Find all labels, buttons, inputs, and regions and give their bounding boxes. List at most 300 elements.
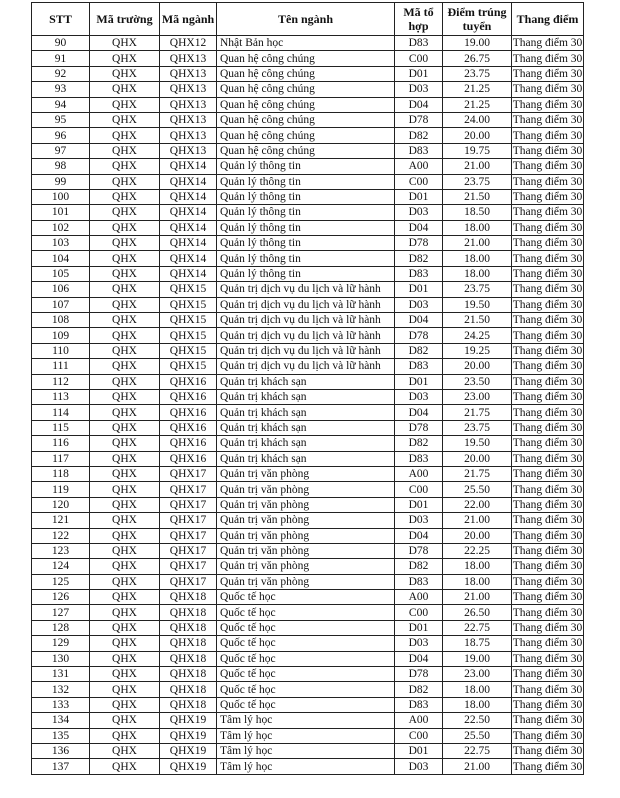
cell-thang-diem: Thang điểm 30 xyxy=(512,637,583,650)
cell-ma-nganh: QHX19 xyxy=(160,713,217,728)
cell-stt: 94 xyxy=(32,97,90,112)
cell-ma-to-hop: D01 xyxy=(395,189,443,204)
cell-thang-diem: Thang điểm 30 xyxy=(512,452,583,465)
cell-ma-nganh: QHX13 xyxy=(160,143,217,158)
cell-diem-trung-tuyen: 18.75 xyxy=(443,636,512,651)
cell-diem-trung-tuyen: 23.00 xyxy=(443,667,512,682)
cell-ma-to-hop: D82 xyxy=(395,251,443,266)
cell-diem-trung-tuyen: 18.00 xyxy=(443,682,512,697)
cell-diem-trung-tuyen: 19.25 xyxy=(443,343,512,358)
table-row xyxy=(32,620,584,635)
cell-ten-nganh: Quan hệ công chúng xyxy=(217,97,395,112)
cell-ten-nganh: Quản lý thông tin xyxy=(217,159,395,174)
cell-thang-diem: Thang điểm 30 xyxy=(512,468,583,481)
cell-ma-to-hop: D78 xyxy=(395,543,443,558)
cell-ma-nganh: QHX15 xyxy=(160,328,217,343)
cell-ma-to-hop: D03 xyxy=(395,759,443,774)
header-ma-nganh: Mã ngành xyxy=(160,3,217,36)
cell-thang-diem: Thang điểm 30 xyxy=(512,575,583,588)
cell-diem-trung-tuyen: 18.00 xyxy=(443,220,512,235)
cell-ma-truong: QHX xyxy=(90,174,160,189)
cell-ten-nganh: Quản trị khách sạn xyxy=(217,436,395,451)
table-row xyxy=(32,128,584,143)
cell-thang-diem: Thang điểm 30 xyxy=(512,683,583,696)
cell-thang-diem: Thang điểm 30 xyxy=(512,529,583,542)
cell-ten-nganh: Quản trị văn phòng xyxy=(217,559,395,574)
cell-ma-to-hop: D78 xyxy=(395,667,443,682)
cell-ma-nganh: QHX16 xyxy=(160,436,217,451)
cell-ma-nganh: QHX14 xyxy=(160,220,217,235)
cell-diem-trung-tuyen: 23.75 xyxy=(443,66,512,81)
header-stt: STT xyxy=(32,3,90,36)
header-row xyxy=(32,3,584,36)
cell-diem-trung-tuyen: 21.75 xyxy=(443,466,512,481)
cell-thang-diem: Thang điểm 30 xyxy=(512,760,583,773)
cell-stt: 118 xyxy=(32,466,90,481)
cell-thang-diem: Thang điểm 30 xyxy=(512,114,583,127)
cell-ma-truong: QHX xyxy=(90,497,160,512)
cell-ten-nganh: Quản trị khách sạn xyxy=(217,420,395,435)
cell-ma-to-hop: D04 xyxy=(395,405,443,420)
cell-diem-trung-tuyen: 23.75 xyxy=(443,174,512,189)
cell-ma-nganh: QHX18 xyxy=(160,590,217,605)
cell-thang-diem: Thang điểm 30 xyxy=(512,437,583,450)
cell-thang-diem: Thang điểm 30 xyxy=(512,360,583,373)
cell-stt: 135 xyxy=(32,728,90,743)
cell-ma-nganh: QHX12 xyxy=(160,36,217,51)
cell-stt: 111 xyxy=(32,359,90,374)
cell-ma-to-hop: D01 xyxy=(395,374,443,389)
cell-stt: 96 xyxy=(32,128,90,143)
cell-thang-diem: Thang điểm 30 xyxy=(512,514,583,527)
cell-ma-nganh: QHX14 xyxy=(160,174,217,189)
cell-ma-nganh: QHX18 xyxy=(160,651,217,666)
cell-ma-to-hop: D01 xyxy=(395,497,443,512)
cell-stt: 126 xyxy=(32,590,90,605)
cell-stt: 93 xyxy=(32,82,90,97)
cell-thang-diem: Thang điểm 30 xyxy=(512,560,583,573)
cell-ma-to-hop: A00 xyxy=(395,713,443,728)
cell-stt: 133 xyxy=(32,697,90,712)
cell-thang-diem: Thang điểm 30 xyxy=(512,144,583,157)
cell-ma-to-hop: D83 xyxy=(395,697,443,712)
cell-ma-truong: QHX xyxy=(90,667,160,682)
cell-stt: 101 xyxy=(32,205,90,220)
header-ten-nganh: Tên ngành xyxy=(217,3,395,36)
cell-diem-trung-tuyen: 23.00 xyxy=(443,389,512,404)
cell-ten-nganh: Quản trị dịch vụ du lịch và lữ hành xyxy=(217,328,395,343)
cell-ma-to-hop: D03 xyxy=(395,82,443,97)
cell-ten-nganh: Quản trị dịch vụ du lịch và lữ hành xyxy=(217,313,395,328)
table-row xyxy=(32,420,584,435)
cell-thang-diem: Thang điểm 30 xyxy=(512,421,583,434)
cell-ma-truong: QHX xyxy=(90,528,160,543)
cell-thang-diem: Thang điểm 30 xyxy=(512,206,583,219)
header-ma-truong: Mã trường xyxy=(90,3,160,36)
table-row xyxy=(32,159,584,174)
cell-diem-trung-tuyen: 22.75 xyxy=(443,743,512,758)
cell-thang-diem: Thang điểm 30 xyxy=(512,375,583,388)
cell-thang-diem: Thang điểm 30 xyxy=(512,237,583,250)
cell-stt: 112 xyxy=(32,374,90,389)
cell-ten-nganh: Quản lý thông tin xyxy=(217,174,395,189)
cell-ma-to-hop: A00 xyxy=(395,590,443,605)
cell-thang-diem: Thang điểm 30 xyxy=(512,298,583,311)
cell-ma-truong: QHX xyxy=(90,97,160,112)
cell-thang-diem: Thang điểm 30 xyxy=(512,622,583,635)
cell-diem-trung-tuyen: 25.50 xyxy=(443,482,512,497)
cell-ma-truong: QHX xyxy=(90,543,160,558)
header-ma-to-hop: Mã tổ hợp xyxy=(395,3,443,36)
cell-ten-nganh: Quản lý thông tin xyxy=(217,251,395,266)
cell-thang-diem: Thang điểm 30 xyxy=(512,391,583,404)
cell-diem-trung-tuyen: 21.25 xyxy=(443,97,512,112)
cell-ma-nganh: QHX13 xyxy=(160,128,217,143)
cell-diem-trung-tuyen: 21.25 xyxy=(443,82,512,97)
cell-ma-nganh: QHX15 xyxy=(160,359,217,374)
cell-ma-to-hop: D01 xyxy=(395,282,443,297)
cell-ma-nganh: QHX14 xyxy=(160,251,217,266)
cell-ten-nganh: Quản trị văn phòng xyxy=(217,528,395,543)
cell-ten-nganh: Quản trị dịch vụ du lịch và lữ hành xyxy=(217,359,395,374)
cell-ma-to-hop: D83 xyxy=(395,266,443,281)
cell-ma-nganh: QHX15 xyxy=(160,297,217,312)
cell-ma-to-hop: D03 xyxy=(395,513,443,528)
cell-ma-to-hop: D04 xyxy=(395,220,443,235)
cell-stt: 109 xyxy=(32,328,90,343)
cell-ten-nganh: Tâm lý học xyxy=(217,759,395,774)
cell-diem-trung-tuyen: 26.50 xyxy=(443,605,512,620)
cell-ma-nganh: QHX17 xyxy=(160,528,217,543)
table-row xyxy=(32,389,584,404)
cell-ma-nganh: QHX14 xyxy=(160,266,217,281)
cell-ten-nganh: Tâm lý học xyxy=(217,713,395,728)
cell-ten-nganh: Quan hệ công chúng xyxy=(217,51,395,66)
cell-thang-diem: Thang điểm 30 xyxy=(512,545,583,558)
admission-score-table xyxy=(31,2,584,775)
cell-ma-truong: QHX xyxy=(90,482,160,497)
cell-ma-to-hop: C00 xyxy=(395,51,443,66)
cell-ma-to-hop: C00 xyxy=(395,174,443,189)
cell-ten-nganh: Quốc tế học xyxy=(217,697,395,712)
cell-thang-diem: Thang điểm 30 xyxy=(512,160,583,173)
cell-ma-to-hop: C00 xyxy=(395,605,443,620)
cell-ma-truong: QHX xyxy=(90,343,160,358)
table-row xyxy=(32,482,584,497)
cell-ma-nganh: QHX13 xyxy=(160,82,217,97)
table-row xyxy=(32,266,584,281)
cell-stt: 108 xyxy=(32,313,90,328)
cell-ma-truong: QHX xyxy=(90,682,160,697)
cell-ten-nganh: Quốc tế học xyxy=(217,651,395,666)
cell-ma-truong: QHX xyxy=(90,636,160,651)
cell-ma-to-hop: D78 xyxy=(395,112,443,127)
cell-ten-nganh: Quản trị văn phòng xyxy=(217,482,395,497)
cell-diem-trung-tuyen: 20.00 xyxy=(443,451,512,466)
table-row xyxy=(32,97,584,112)
cell-thang-diem: Thang điểm 30 xyxy=(512,314,583,327)
cell-ma-nganh: QHX17 xyxy=(160,482,217,497)
table-row xyxy=(32,236,584,251)
table-row xyxy=(32,697,584,712)
cell-thang-diem: Thang điểm 30 xyxy=(512,67,583,80)
cell-ma-to-hop: D03 xyxy=(395,297,443,312)
cell-stt: 107 xyxy=(32,297,90,312)
cell-ma-nganh: QHX14 xyxy=(160,189,217,204)
cell-thang-diem: Thang điểm 30 xyxy=(512,498,583,511)
cell-ma-truong: QHX xyxy=(90,143,160,158)
cell-ma-to-hop: D83 xyxy=(395,143,443,158)
cell-diem-trung-tuyen: 23.75 xyxy=(443,420,512,435)
table-row xyxy=(32,743,584,758)
cell-ma-nganh: QHX15 xyxy=(160,313,217,328)
cell-ma-nganh: QHX15 xyxy=(160,282,217,297)
cell-thang-diem: Thang điểm 30 xyxy=(512,745,583,758)
cell-diem-trung-tuyen: 25.50 xyxy=(443,728,512,743)
table-row xyxy=(32,451,584,466)
cell-ma-nganh: QHX16 xyxy=(160,420,217,435)
cell-ma-to-hop: C00 xyxy=(395,482,443,497)
cell-ma-truong: QHX xyxy=(90,82,160,97)
cell-ma-nganh: QHX18 xyxy=(160,697,217,712)
cell-diem-trung-tuyen: 19.75 xyxy=(443,143,512,158)
cell-ma-truong: QHX xyxy=(90,451,160,466)
cell-ma-nganh: QHX18 xyxy=(160,682,217,697)
cell-ma-to-hop: D01 xyxy=(395,743,443,758)
cell-ten-nganh: Tâm lý học xyxy=(217,728,395,743)
cell-stt: 91 xyxy=(32,51,90,66)
cell-stt: 103 xyxy=(32,236,90,251)
cell-thang-diem: Thang điểm 30 xyxy=(512,37,583,50)
cell-diem-trung-tuyen: 21.75 xyxy=(443,405,512,420)
cell-ma-truong: QHX xyxy=(90,159,160,174)
cell-ma-to-hop: D04 xyxy=(395,97,443,112)
cell-ma-to-hop: D82 xyxy=(395,559,443,574)
cell-ma-truong: QHX xyxy=(90,66,160,81)
cell-ma-to-hop: D03 xyxy=(395,205,443,220)
cell-thang-diem: Thang điểm 30 xyxy=(512,329,583,342)
cell-ma-to-hop: D03 xyxy=(395,389,443,404)
cell-ma-truong: QHX xyxy=(90,436,160,451)
cell-diem-trung-tuyen: 24.25 xyxy=(443,328,512,343)
table-row xyxy=(32,282,584,297)
cell-ma-nganh: QHX14 xyxy=(160,205,217,220)
cell-ten-nganh: Quốc tế học xyxy=(217,682,395,697)
cell-ma-nganh: QHX13 xyxy=(160,51,217,66)
table-row xyxy=(32,359,584,374)
cell-stt: 127 xyxy=(32,605,90,620)
cell-stt: 120 xyxy=(32,497,90,512)
cell-thang-diem: Thang điểm 30 xyxy=(512,714,583,727)
cell-ma-nganh: QHX19 xyxy=(160,759,217,774)
cell-diem-trung-tuyen: 18.00 xyxy=(443,697,512,712)
cell-stt: 99 xyxy=(32,174,90,189)
cell-ma-truong: QHX xyxy=(90,189,160,204)
cell-ma-truong: QHX xyxy=(90,466,160,481)
cell-ma-nganh: QHX19 xyxy=(160,728,217,743)
admission-score-table-page xyxy=(31,2,583,775)
table-row xyxy=(32,251,584,266)
cell-diem-trung-tuyen: 19.50 xyxy=(443,436,512,451)
cell-ma-nganh: QHX14 xyxy=(160,236,217,251)
table-row xyxy=(32,590,584,605)
cell-ma-nganh: QHX18 xyxy=(160,605,217,620)
table-row xyxy=(32,205,584,220)
cell-diem-trung-tuyen: 21.00 xyxy=(443,159,512,174)
cell-ma-truong: QHX xyxy=(90,513,160,528)
cell-diem-trung-tuyen: 24.00 xyxy=(443,112,512,127)
cell-ma-truong: QHX xyxy=(90,559,160,574)
cell-thang-diem: Thang điểm 30 xyxy=(512,668,583,681)
cell-thang-diem: Thang điểm 30 xyxy=(512,129,583,142)
cell-diem-trung-tuyen: 18.00 xyxy=(443,559,512,574)
table-row xyxy=(32,297,584,312)
cell-diem-trung-tuyen: 23.50 xyxy=(443,374,512,389)
cell-ten-nganh: Quản lý thông tin xyxy=(217,220,395,235)
cell-ma-nganh: QHX18 xyxy=(160,636,217,651)
table-row xyxy=(32,220,584,235)
cell-ma-truong: QHX xyxy=(90,389,160,404)
cell-thang-diem: Thang điểm 30 xyxy=(512,698,583,711)
cell-stt: 98 xyxy=(32,159,90,174)
cell-thang-diem: Thang điểm 30 xyxy=(512,606,583,619)
cell-ma-nganh: QHX19 xyxy=(160,743,217,758)
cell-thang-diem: Thang điểm 30 xyxy=(512,283,583,296)
cell-stt: 97 xyxy=(32,143,90,158)
cell-stt: 104 xyxy=(32,251,90,266)
table-row xyxy=(32,143,584,158)
cell-ma-truong: QHX xyxy=(90,697,160,712)
cell-ma-to-hop: D82 xyxy=(395,128,443,143)
cell-ten-nganh: Nhật Bản học xyxy=(217,36,395,51)
cell-ma-nganh: QHX17 xyxy=(160,497,217,512)
cell-diem-trung-tuyen: 22.75 xyxy=(443,620,512,635)
cell-ma-truong: QHX xyxy=(90,713,160,728)
header-thang-diem: Thang điểm xyxy=(512,3,584,36)
cell-ten-nganh: Quốc tế học xyxy=(217,605,395,620)
cell-ten-nganh: Quốc tế học xyxy=(217,590,395,605)
table-body xyxy=(32,36,584,775)
cell-ten-nganh: Tâm lý học xyxy=(217,743,395,758)
cell-ten-nganh: Quan hệ công chúng xyxy=(217,82,395,97)
cell-stt: 131 xyxy=(32,667,90,682)
cell-thang-diem: Thang điểm 30 xyxy=(512,221,583,234)
table-row xyxy=(32,759,584,774)
cell-ma-truong: QHX xyxy=(90,728,160,743)
table-row xyxy=(32,374,584,389)
cell-stt: 116 xyxy=(32,436,90,451)
cell-ma-to-hop: A00 xyxy=(395,466,443,481)
table-row xyxy=(32,36,584,51)
table-row xyxy=(32,667,584,682)
table-row xyxy=(32,66,584,81)
cell-ma-truong: QHX xyxy=(90,590,160,605)
cell-ma-to-hop: D83 xyxy=(395,359,443,374)
cell-ten-nganh: Quản trị khách sạn xyxy=(217,451,395,466)
cell-ten-nganh: Quản trị khách sạn xyxy=(217,374,395,389)
cell-ma-nganh: QHX17 xyxy=(160,559,217,574)
table-row xyxy=(32,189,584,204)
cell-thang-diem: Thang điểm 30 xyxy=(512,652,583,665)
cell-diem-trung-tuyen: 20.00 xyxy=(443,128,512,143)
cell-ma-nganh: QHX16 xyxy=(160,405,217,420)
cell-diem-trung-tuyen: 19.00 xyxy=(443,36,512,51)
cell-ma-truong: QHX xyxy=(90,236,160,251)
cell-diem-trung-tuyen: 21.00 xyxy=(443,236,512,251)
cell-ten-nganh: Quản trị khách sạn xyxy=(217,389,395,404)
cell-ma-to-hop: D82 xyxy=(395,682,443,697)
table-row xyxy=(32,713,584,728)
cell-ten-nganh: Quản lý thông tin xyxy=(217,236,395,251)
cell-thang-diem: Thang điểm 30 xyxy=(512,52,583,65)
cell-diem-trung-tuyen: 22.00 xyxy=(443,497,512,512)
cell-diem-trung-tuyen: 18.00 xyxy=(443,266,512,281)
cell-ten-nganh: Quốc tế học xyxy=(217,636,395,651)
cell-ma-truong: QHX xyxy=(90,112,160,127)
cell-ten-nganh: Quản trị khách sạn xyxy=(217,405,395,420)
cell-diem-trung-tuyen: 21.50 xyxy=(443,189,512,204)
table-row xyxy=(32,513,584,528)
cell-stt: 90 xyxy=(32,36,90,51)
cell-ma-truong: QHX xyxy=(90,266,160,281)
cell-thang-diem: Thang điểm 30 xyxy=(512,345,583,357)
cell-ma-nganh: QHX18 xyxy=(160,667,217,682)
cell-stt: 105 xyxy=(32,266,90,281)
cell-ma-nganh: QHX13 xyxy=(160,112,217,127)
table-row xyxy=(32,574,584,589)
cell-ma-nganh: QHX15 xyxy=(160,343,217,358)
table-row xyxy=(32,559,584,574)
table-row xyxy=(32,313,584,328)
cell-ten-nganh: Quản trị văn phòng xyxy=(217,466,395,481)
cell-ten-nganh: Quản trị văn phòng xyxy=(217,543,395,558)
cell-ten-nganh: Quan hệ công chúng xyxy=(217,66,395,81)
cell-ma-truong: QHX xyxy=(90,651,160,666)
cell-ten-nganh: Quan hệ công chúng xyxy=(217,128,395,143)
cell-stt: 125 xyxy=(32,574,90,589)
cell-stt: 134 xyxy=(32,713,90,728)
cell-ma-to-hop: D82 xyxy=(395,436,443,451)
cell-diem-trung-tuyen: 18.00 xyxy=(443,251,512,266)
cell-diem-trung-tuyen: 18.00 xyxy=(443,574,512,589)
cell-stt: 128 xyxy=(32,620,90,635)
cell-ma-nganh: QHX16 xyxy=(160,389,217,404)
cell-ma-nganh: QHX13 xyxy=(160,66,217,81)
cell-thang-diem: Thang điểm 30 xyxy=(512,252,583,265)
cell-diem-trung-tuyen: 21.00 xyxy=(443,513,512,528)
cell-ma-truong: QHX xyxy=(90,220,160,235)
cell-diem-trung-tuyen: 21.00 xyxy=(443,590,512,605)
cell-diem-trung-tuyen: 19.00 xyxy=(443,651,512,666)
cell-ma-to-hop: C00 xyxy=(395,728,443,743)
cell-ma-nganh: QHX16 xyxy=(160,451,217,466)
cell-stt: 110 xyxy=(32,343,90,358)
cell-ten-nganh: Quản trị dịch vụ du lịch và lữ hành xyxy=(217,282,395,297)
cell-stt: 95 xyxy=(32,112,90,127)
cell-ma-to-hop: D78 xyxy=(395,420,443,435)
cell-stt: 123 xyxy=(32,543,90,558)
cell-ma-truong: QHX xyxy=(90,128,160,143)
cell-ten-nganh: Quan hệ công chúng xyxy=(217,112,395,127)
table-row xyxy=(32,112,584,127)
cell-ten-nganh: Quản trị văn phòng xyxy=(217,513,395,528)
cell-ma-to-hop: D82 xyxy=(395,343,443,358)
cell-ma-to-hop: D03 xyxy=(395,636,443,651)
cell-diem-trung-tuyen: 20.00 xyxy=(443,528,512,543)
table-row xyxy=(32,328,584,343)
cell-ma-nganh: QHX17 xyxy=(160,543,217,558)
cell-ten-nganh: Quản lý thông tin xyxy=(217,189,395,204)
